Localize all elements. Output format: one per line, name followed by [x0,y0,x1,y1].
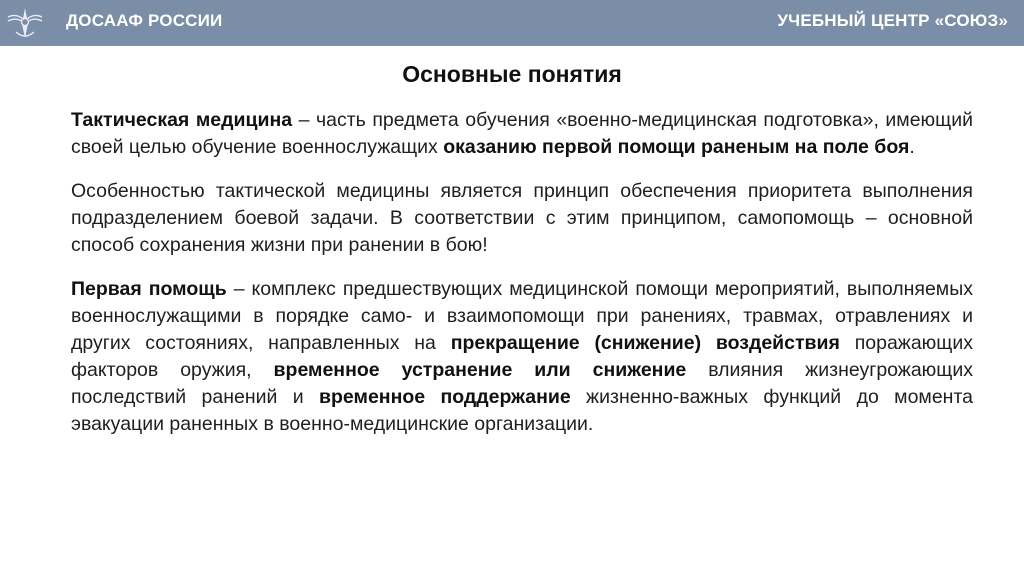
p3-bold-1: прекращение (снижение) воздействия [450,332,840,354]
p1-text-2: . [909,136,915,158]
term-first-aid: Первая помощь [71,278,227,300]
paragraph-first-aid [71,276,973,438]
p3-text-1: – комплекс предшествующих медицинской помощи мероприятий, выполняемых военнослужащими в порядке само- и взаимопомощи при ранениях, травмах, отравлениях и других состояниях, направленных на [71,278,973,354]
p3-text-2: поражающих факторов оружия, [71,332,973,381]
training-center-name: УЧЕБНЫЙ ЦЕНТР «СОЮЗ» [777,11,1008,30]
term-tactical-medicine: Тактическая медицина [71,109,293,131]
p3-bold-3: временное поддержание [319,386,571,408]
paragraph-priority-principle: Особенностью тактической медицины является принцип обеспечения приоритета выполнения подразделением боевой задачи. В соответствии с этим принципом, самопомощь – основной способ сохранения жизни при ранении в бою! [71,180,973,256]
p1-bold-1: оказанию первой помощи раненым на поле боя [443,136,910,158]
p3-text-4: жизненно-важных функций до момента эвакуации раненных в военно-медицинские организации. [71,386,973,435]
paragraph-tactical-medicine [71,107,973,161]
slide-content [71,107,973,455]
dosaaf-emblem-icon [4,2,46,44]
org-name: ДОСААФ РОССИИ [66,11,223,30]
p3-text-3: влияния жизнеугрожающих последствий ранений и [71,359,973,408]
slide-title: Основные понятия [402,61,622,87]
p3-bold-2: временное устранение или снижение [273,359,687,381]
header-bar [0,0,1024,46]
p1-text-1: – часть предмета обучения «военно-медицинская подготовка», имеющий своей целью обучение военнослужащих [71,109,973,158]
